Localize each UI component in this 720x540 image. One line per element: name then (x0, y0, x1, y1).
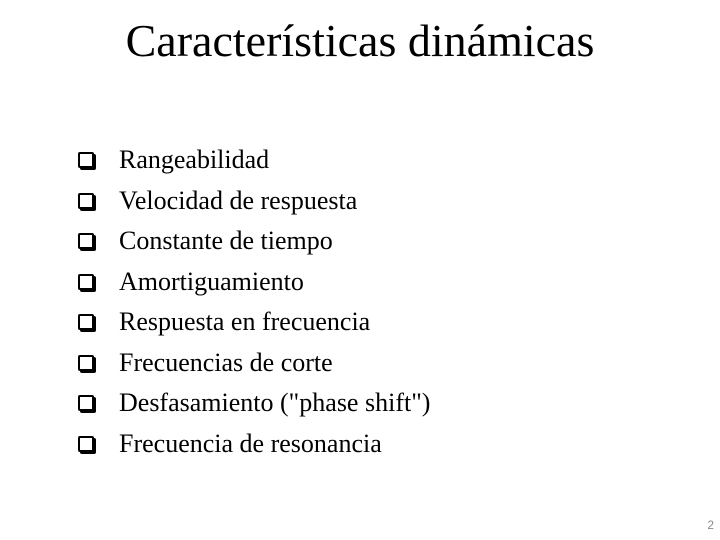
list-item-label: Rangeabilidad (119, 145, 270, 175)
list-item-label: Frecuencia de resonancia (119, 428, 382, 458)
list-item-label: Velocidad de respuesta (119, 185, 358, 215)
checkbox-square-icon (78, 355, 94, 371)
list-item-label: Frecuencias de corte (119, 347, 333, 377)
list-item-label: Desfasamiento ("phase shift") (119, 388, 431, 418)
list-item-label: Amortiguamiento (119, 266, 304, 296)
list-item (78, 343, 430, 384)
list-item (78, 181, 430, 222)
list-item (78, 221, 430, 262)
list-item (78, 262, 430, 303)
checkbox-square-icon (78, 152, 94, 168)
slide-title: Características dinámicas (125, 15, 595, 66)
list-item (78, 424, 430, 465)
list-item-label: Respuesta en frecuencia (119, 307, 371, 337)
checkbox-square-icon (78, 436, 94, 452)
checkbox-square-icon (78, 193, 94, 209)
checkbox-square-icon (78, 314, 94, 330)
bullet-list (78, 140, 430, 464)
list-item-label: Constante de tiempo (119, 226, 333, 256)
page-number: 2 (707, 518, 714, 532)
list-item (78, 140, 430, 181)
checkbox-square-icon (78, 395, 94, 411)
list-item (78, 383, 430, 424)
checkbox-square-icon (78, 233, 94, 249)
checkbox-square-icon (78, 274, 94, 290)
list-item (78, 302, 430, 343)
